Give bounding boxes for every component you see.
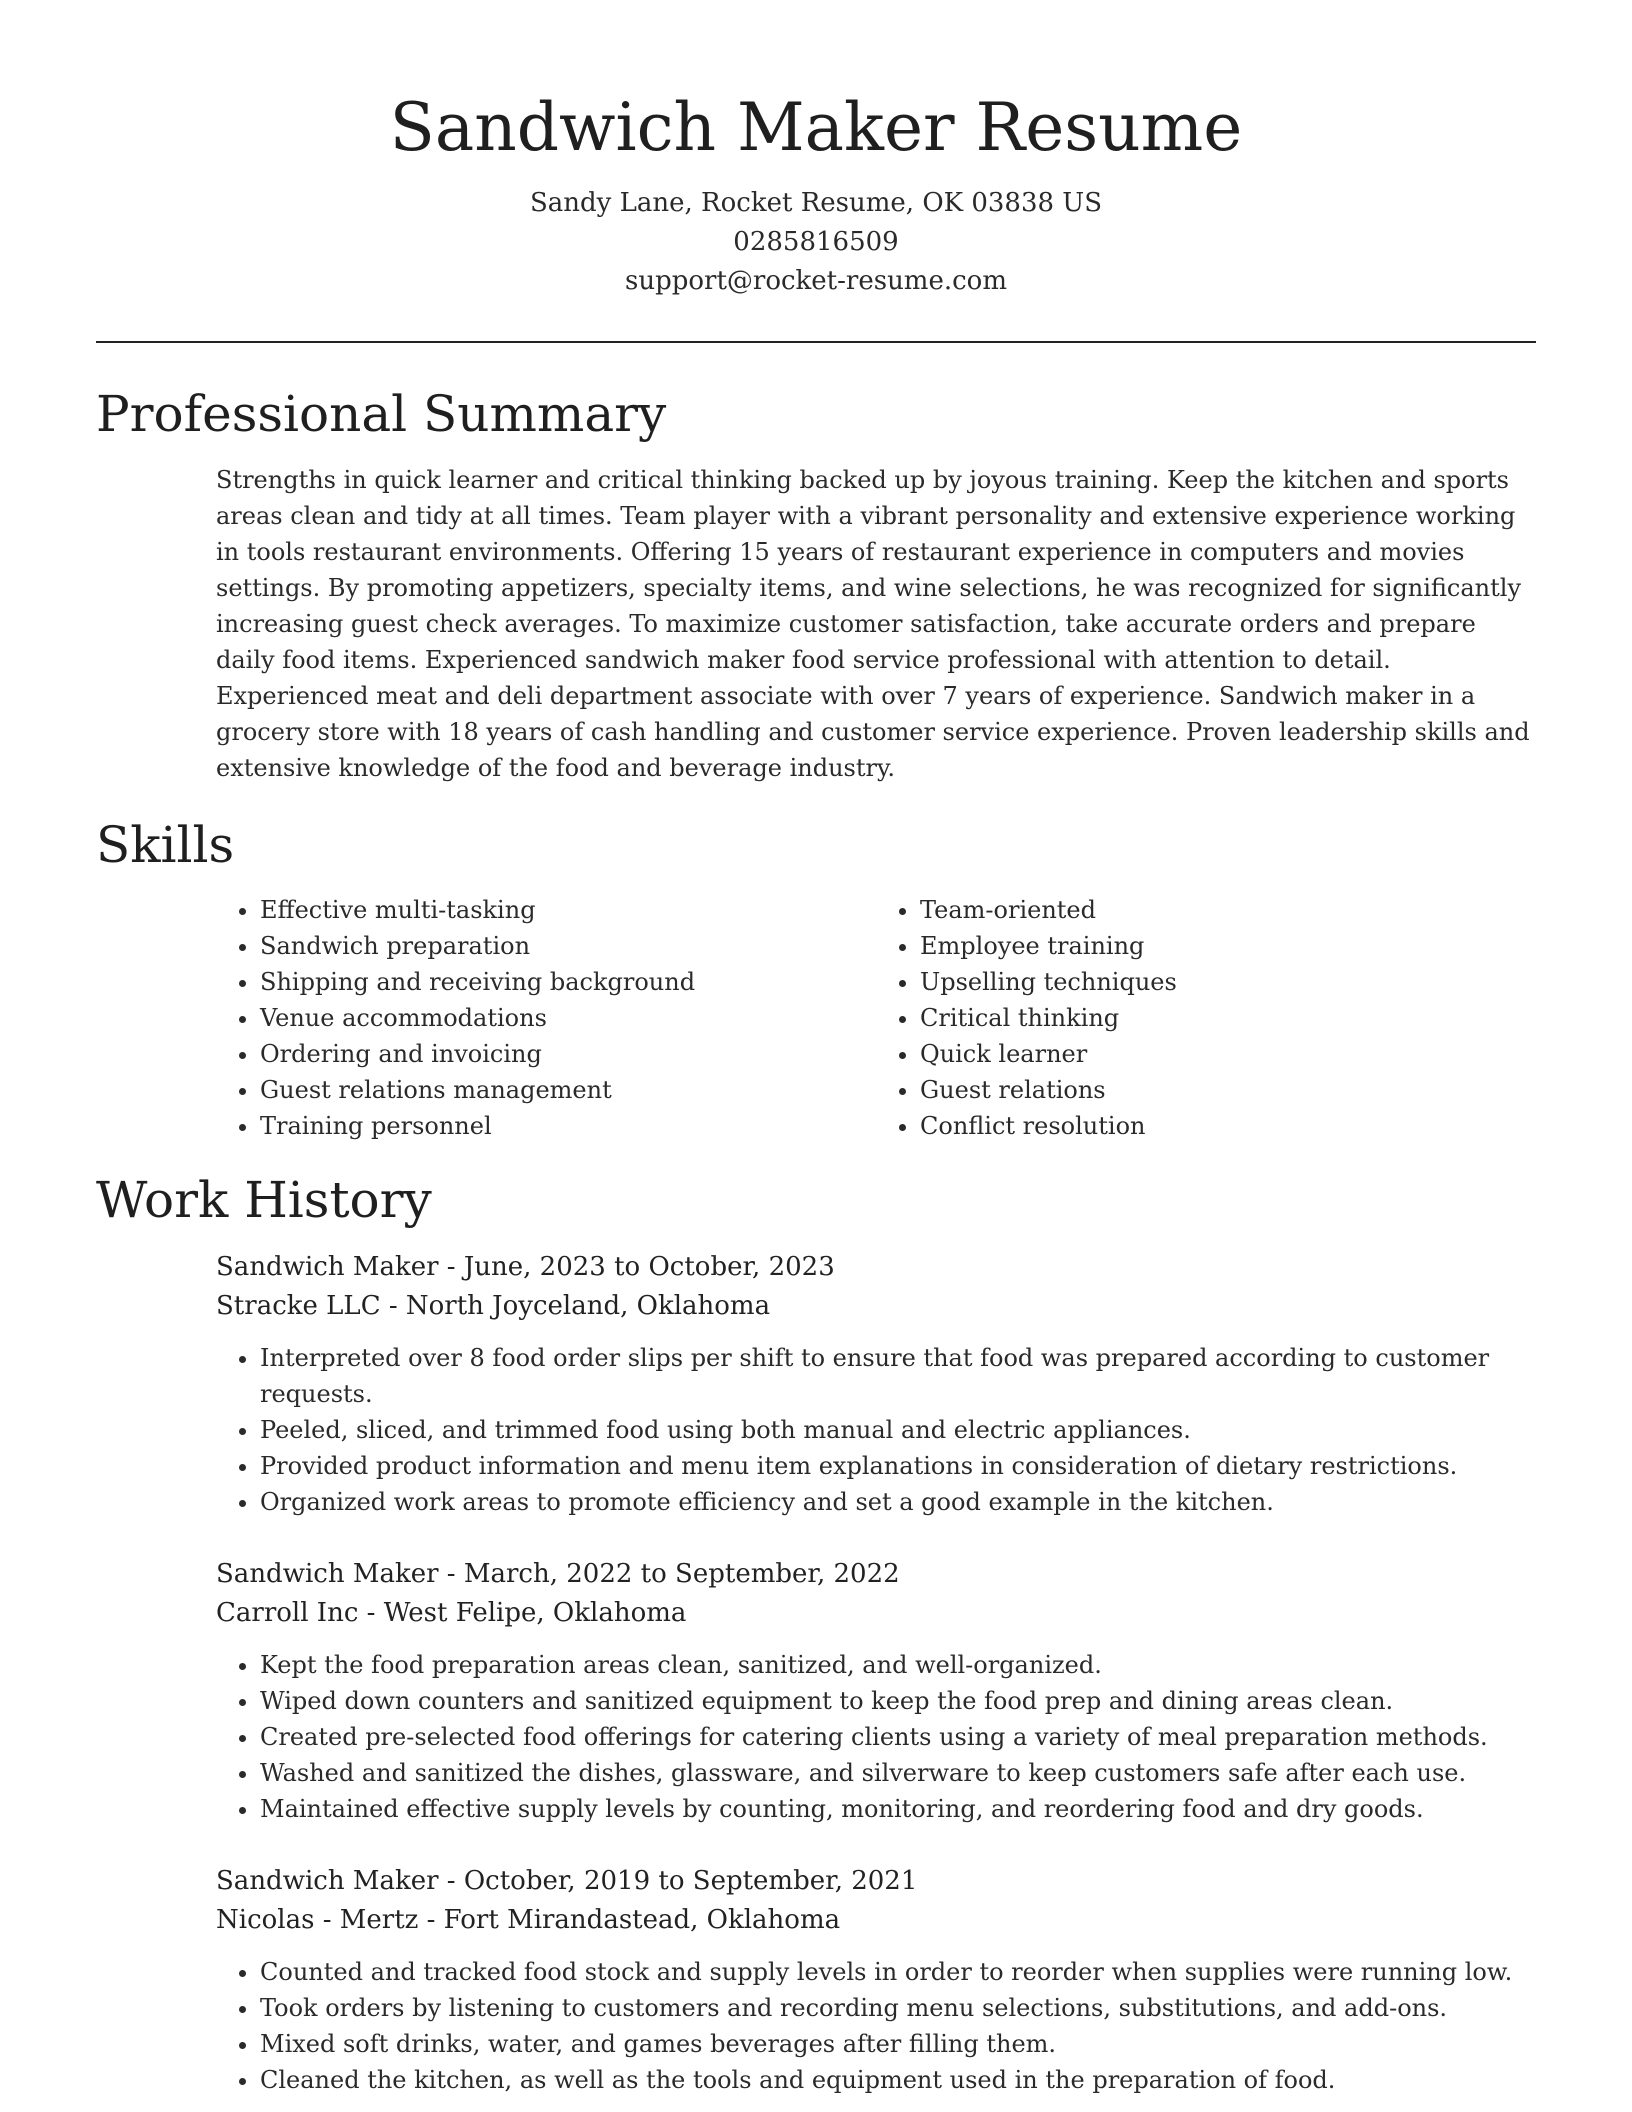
contact-phone: 0285816509 bbox=[733, 227, 899, 257]
header-divider bbox=[96, 341, 1536, 343]
job-duty: • Peeled, sliced, and trimmed food using both manual and electric appliances. bbox=[260, 1412, 1536, 1448]
job-duties bbox=[216, 1340, 1536, 1520]
job-title: Sandwich Maker - June, 2023 to October, 2023 bbox=[216, 1252, 835, 1282]
job-duty: • Organized work areas to promote efficiency and set a good example in the kitchen. bbox=[260, 1484, 1536, 1520]
job-entry bbox=[216, 1555, 1536, 1827]
job-duty: • Created pre-selected food offerings for catering clients using a variety of meal preparation methods. bbox=[260, 1719, 1536, 1755]
skill-item: • Venue accommodations bbox=[260, 1000, 876, 1036]
skill-item: • Guest relations bbox=[920, 1072, 1536, 1108]
skill-item: • Upselling techniques bbox=[920, 964, 1536, 1000]
skills-heading: Skills bbox=[96, 816, 235, 874]
job-duty: • Wiped down counters and sanitized equipment to keep the food prep and dining areas clean. bbox=[260, 1683, 1536, 1719]
job-duty: • Kept the food preparation areas clean, sanitized, and well-organized. bbox=[260, 1647, 1536, 1683]
skills-list bbox=[216, 892, 1536, 1144]
resume-header bbox=[0, 86, 1632, 301]
resume-title: Sandwich Maker Resume bbox=[389, 89, 1243, 166]
summary-heading: Professional Summary bbox=[96, 385, 667, 443]
job-duties bbox=[216, 1647, 1536, 1827]
contact-block bbox=[0, 184, 1632, 301]
skill-item: • Effective multi-tasking bbox=[260, 892, 876, 928]
job-duty: • Counted and tracked food stock and supply levels in order to reorder when supplies were running low. bbox=[260, 1954, 1536, 1990]
job-duty: • Mixed soft drinks, water, and games beverages after filling them. bbox=[260, 2026, 1536, 2062]
skill-item: • Shipping and receiving background bbox=[260, 964, 876, 1000]
job-duties bbox=[216, 1954, 1536, 2098]
job-duty: • Maintained effective supply levels by counting, monitoring, and reordering food and dry goods. bbox=[260, 1791, 1536, 1827]
job-entry bbox=[216, 1248, 1536, 1520]
skill-item: • Team-oriented bbox=[920, 892, 1536, 928]
skills-column-right bbox=[876, 892, 1536, 1144]
job-title: Sandwich Maker - March, 2022 to September, 2022 bbox=[216, 1559, 900, 1589]
skill-item: • Critical thinking bbox=[920, 1000, 1536, 1036]
work-history-heading: Work History bbox=[96, 1171, 432, 1229]
contact-address: Sandy Lane, Rocket Resume, OK 03838 US bbox=[529, 188, 1103, 218]
job-company: Carroll Inc - West Felipe, Oklahoma bbox=[216, 1598, 687, 1628]
skill-item: • Quick learner bbox=[920, 1036, 1536, 1072]
job-duty: • Interpreted over 8 food order slips per shift to ensure that food was prepared according to customer requests. bbox=[260, 1340, 1536, 1412]
skill-item: • Conflict resolution bbox=[920, 1108, 1536, 1144]
contact-email[interactable]: support@rocket-resume.com bbox=[624, 266, 1007, 296]
job-duty: • Provided product information and menu item explanations in consideration of dietary restrictions. bbox=[260, 1448, 1536, 1484]
skill-item: • Ordering and invoicing bbox=[260, 1036, 876, 1072]
job-title: Sandwich Maker - October, 2019 to September, 2021 bbox=[216, 1866, 918, 1896]
summary-text: Strengths in quick learner and critical thinking backed up by joyous training. Keep the kitchen and sports areas clean and tidy at all times. Team player with a vibrant personality and extensive experience working in tools restaurant environments. Offering 15 years of restaurant experience in computers and movies settings. By promoting appetizers, specialty items, and wine selections, he was recognized for significantly increasing guest check averages. To maximize customer satisfaction, take accurate orders and prepare daily food items. Experienced sandwich maker food service professional with attention to detail. Experienced meat and deli department associate with over 7 years of experience. Sandwich maker in a grocery store with 18 years of cash handling and customer service experience. Proven leadership skills and extensive knowledge of the food and beverage industry. bbox=[216, 466, 1530, 782]
skill-item: • Sandwich preparation bbox=[260, 928, 876, 964]
skill-item: • Employee training bbox=[920, 928, 1536, 964]
job-company: Nicolas - Mertz - Fort Mirandastead, Oklahoma bbox=[216, 1905, 841, 1935]
job-duty: • Washed and sanitized the dishes, glassware, and silverware to keep customers safe after each use. bbox=[260, 1755, 1536, 1791]
job-duty: • Cleaned the kitchen, as well as the tools and equipment used in the preparation of food. bbox=[260, 2062, 1536, 2098]
skills-column-left bbox=[216, 892, 876, 1144]
job-duty: • Took orders by listening to customers and recording menu selections, substitutions, and add-ons. bbox=[260, 1990, 1536, 2026]
skill-item: • Guest relations management bbox=[260, 1072, 876, 1108]
skill-item: • Training personnel bbox=[260, 1108, 876, 1144]
job-entry bbox=[216, 1862, 1536, 2098]
job-company: Stracke LLC - North Joyceland, Oklahoma bbox=[216, 1291, 771, 1321]
